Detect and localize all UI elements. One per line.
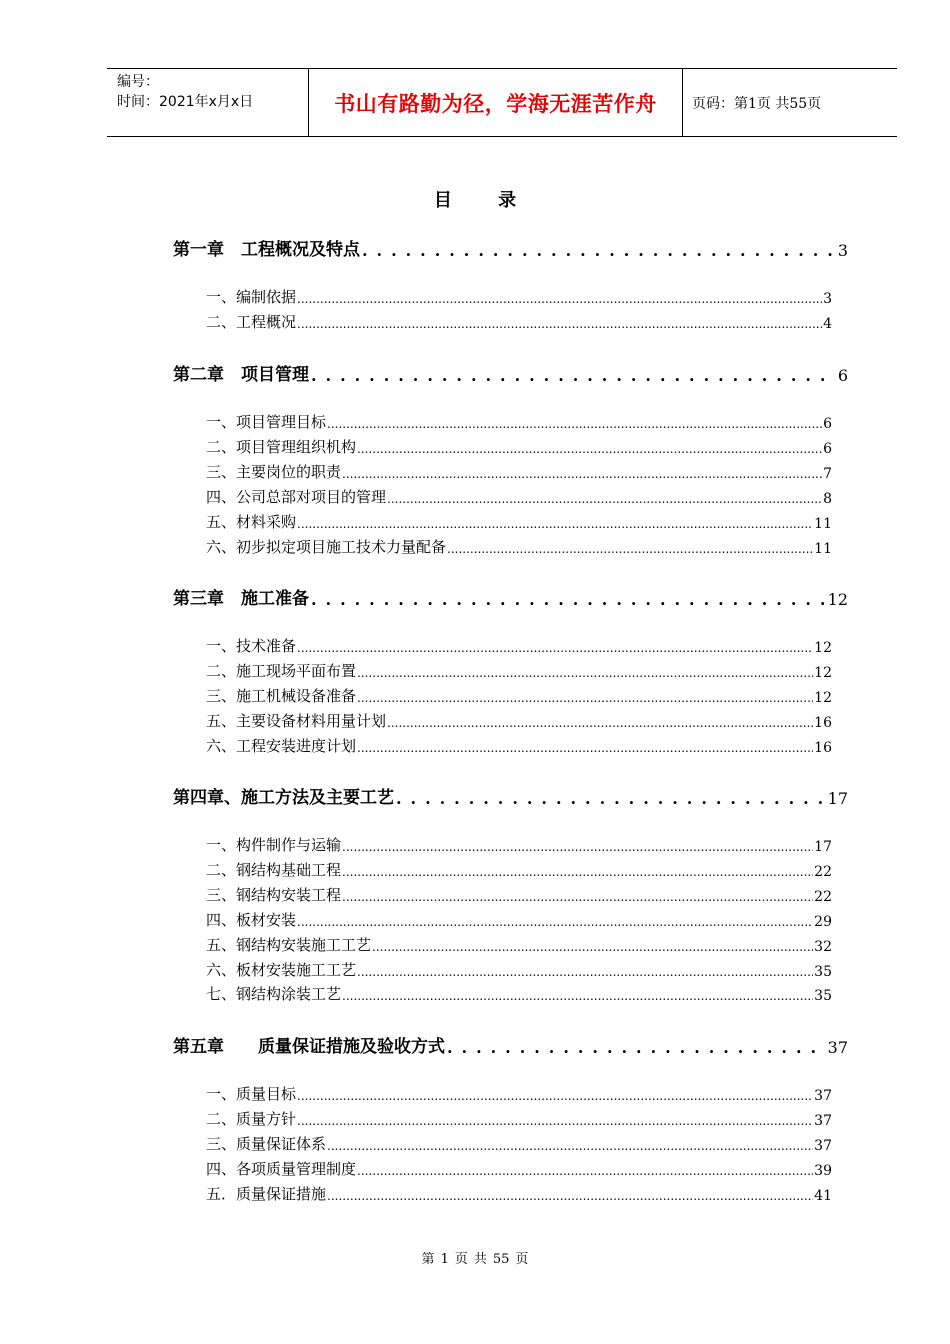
entry-page-number: 4 [823, 315, 832, 332]
dot-leader [297, 911, 813, 927]
time-label: 时间：2021年x月x日 [117, 94, 254, 110]
entry-page-number: 16 [814, 739, 832, 756]
entry-page-number: 29 [814, 913, 832, 930]
entry-page-number: 37 [814, 1137, 832, 1154]
toc-entry[interactable] [206, 960, 832, 980]
entry-page-number: 12 [814, 664, 832, 681]
dot-leader [342, 861, 813, 877]
toc-entry[interactable] [206, 1084, 832, 1104]
toc-entry[interactable] [206, 487, 832, 507]
entry-page-number: 11 [814, 540, 832, 557]
footer-text: 共 [473, 1252, 487, 1267]
dot-leader [396, 785, 826, 805]
dot-leader [342, 836, 813, 852]
chapter-title: 第一章 工程概况及特点 [173, 240, 360, 260]
toc-entry[interactable] [206, 736, 832, 756]
dot-leader [342, 463, 822, 479]
footer-text: 第 [421, 1252, 435, 1267]
dot-leader [342, 985, 813, 1001]
dot-leader [327, 413, 822, 429]
toc-entry[interactable] [206, 1159, 832, 1179]
chapter-title: 第五章 质量保证措施及验收方式 [173, 1037, 445, 1057]
dot-leader [327, 1135, 813, 1151]
dot-leader [311, 362, 836, 382]
entry-title: 一、编制依据 [206, 288, 297, 306]
dot-leader [297, 513, 813, 529]
footer-text: 页 [515, 1252, 529, 1267]
entry-title: 五、主要设备材料用量计划 [206, 711, 387, 730]
chapter-title: 第三章 施工准备 [173, 589, 309, 609]
header-motto-cell [309, 69, 683, 136]
entry-title: 五、钢结构安装施工工艺 [206, 935, 372, 954]
toc-entry[interactable] [206, 711, 832, 731]
entry-title: 一、质量目标 [206, 1085, 297, 1103]
dot-leader [357, 961, 813, 977]
entry-page-number: 41 [814, 1187, 832, 1204]
header-page-info: 页码：第1页 共55页 [692, 95, 822, 112]
toc-entry[interactable] [206, 910, 832, 930]
toc-chapter-3[interactable] [173, 585, 848, 609]
toc-entry[interactable] [206, 412, 832, 432]
entry-page-number: 6 [823, 440, 832, 457]
header-motto: 书山有路勤为径，学海无涯苦作舟 [334, 91, 657, 116]
dot-leader [357, 737, 813, 753]
entry-title: 二、项目管理组织机构 [206, 437, 357, 456]
toc-entry[interactable] [206, 984, 832, 1004]
toc-entry[interactable] [206, 935, 832, 955]
toc-entry[interactable] [206, 437, 832, 457]
entry-title: 二、质量方针 [206, 1109, 297, 1128]
entry-page-number: 17 [814, 839, 832, 855]
dot-leader [357, 438, 822, 454]
toc-entry[interactable] [206, 1109, 832, 1129]
entry-page-number: 37 [814, 1112, 832, 1129]
chapter-page-number: 3 [837, 241, 848, 260]
toc-entry[interactable] [206, 512, 832, 532]
dot-leader [297, 313, 822, 329]
entry-title: 五．质量保证措施 [206, 1184, 327, 1203]
toc-entry[interactable] [206, 312, 832, 332]
dot-leader [387, 712, 813, 728]
dot-leader [297, 1085, 813, 1101]
toc-chapter-4[interactable] [173, 784, 848, 808]
dot-leader [357, 1160, 813, 1176]
entry-title: 二、工程概况 [206, 312, 297, 331]
toc-entry[interactable] [206, 1184, 832, 1204]
toc-chapter-1[interactable] [173, 236, 848, 260]
toc-entry[interactable] [206, 885, 832, 905]
entry-title: 七、钢结构涂装工艺 [206, 985, 342, 1004]
entry-page-number: 39 [814, 1162, 832, 1179]
dot-leader [297, 1110, 813, 1126]
page-footer [0, 1248, 950, 1267]
entry-page-number: 3 [823, 291, 832, 307]
entry-title: 四、公司总部对项目的管理 [206, 487, 387, 506]
toc-entry[interactable] [206, 462, 832, 482]
footer-page-number: 1 [440, 1252, 449, 1267]
toc-entry[interactable] [206, 636, 832, 656]
chapter-title: 第四章、施工方法及主要工艺 [173, 788, 394, 808]
entry-page-number: 16 [814, 714, 832, 731]
dot-leader [297, 288, 822, 304]
entry-page-number: 22 [814, 863, 832, 880]
dot-leader [311, 586, 826, 606]
toc-entry[interactable] [206, 860, 832, 880]
dot-leader [387, 488, 822, 504]
entry-page-number: 32 [814, 938, 832, 955]
entry-page-number: 8 [823, 490, 832, 507]
toc-entry[interactable] [206, 537, 832, 557]
entry-page-number: 12 [814, 689, 832, 706]
dot-leader [342, 886, 813, 902]
footer-total-pages: 55 [492, 1252, 510, 1267]
chapter-page-number: 6 [837, 366, 848, 385]
header-table [107, 68, 897, 137]
entry-title: 六、初步拟定项目施工技术力量配备 [206, 537, 447, 556]
toc-entry[interactable] [206, 661, 832, 681]
dot-leader [357, 687, 813, 703]
entry-title: 一、项目管理目标 [206, 413, 327, 431]
entry-title: 三、主要岗位的职责 [206, 462, 342, 481]
dot-leader [357, 662, 813, 678]
dot-leader [362, 237, 836, 257]
entry-title: 五、材料采购 [206, 512, 297, 531]
dot-leader [297, 637, 813, 653]
entry-page-number: 12 [814, 640, 832, 656]
toc-entry[interactable] [206, 287, 832, 307]
entry-page-number: 35 [814, 963, 832, 980]
dot-leader [327, 1185, 813, 1201]
entry-title: 一、技术准备 [206, 637, 297, 655]
entry-title: 二、施工现场平面布置 [206, 661, 357, 680]
chapter-title: 第二章 项目管理 [173, 365, 309, 385]
entry-page-number: 35 [814, 988, 832, 1005]
entry-page-number: 22 [814, 888, 832, 905]
toc-title: 目 录 [433, 190, 537, 211]
entry-title: 四、板材安装 [206, 910, 297, 929]
entry-title: 一、构件制作与运输 [206, 836, 342, 854]
entry-title: 四、各项质量管理制度 [206, 1159, 357, 1178]
entry-title: 二、钢结构基础工程 [206, 860, 342, 879]
toc-chapter-2[interactable] [173, 361, 848, 385]
dot-leader [447, 1034, 826, 1054]
dot-leader [372, 936, 813, 952]
toc-entry[interactable] [206, 686, 832, 706]
entry-page-number: 6 [823, 416, 832, 432]
chapter-page-number: 37 [827, 1038, 848, 1057]
header-meta [107, 69, 309, 136]
toc-entry[interactable] [206, 835, 832, 855]
entry-page-number: 37 [814, 1088, 832, 1104]
chapter-page-number: 17 [827, 789, 848, 808]
toc-chapter-5[interactable] [173, 1033, 848, 1057]
dot-leader [447, 538, 813, 554]
entry-title: 六、板材安装施工工艺 [206, 960, 357, 979]
entry-title: 三、施工机械设备准备 [206, 686, 357, 705]
toc-entry[interactable] [206, 1134, 832, 1154]
chapter-page-number: 12 [827, 590, 848, 609]
footer-text: 页 [454, 1252, 468, 1267]
entry-title: 六、工程安装进度计划 [206, 736, 357, 755]
entry-page-number: 7 [823, 465, 832, 482]
entry-title: 三、钢结构安装工程 [206, 885, 342, 904]
entry-page-number: 11 [814, 515, 832, 532]
serial-label: 编号： [117, 74, 159, 90]
entry-title: 三、质量保证体系 [206, 1134, 327, 1153]
